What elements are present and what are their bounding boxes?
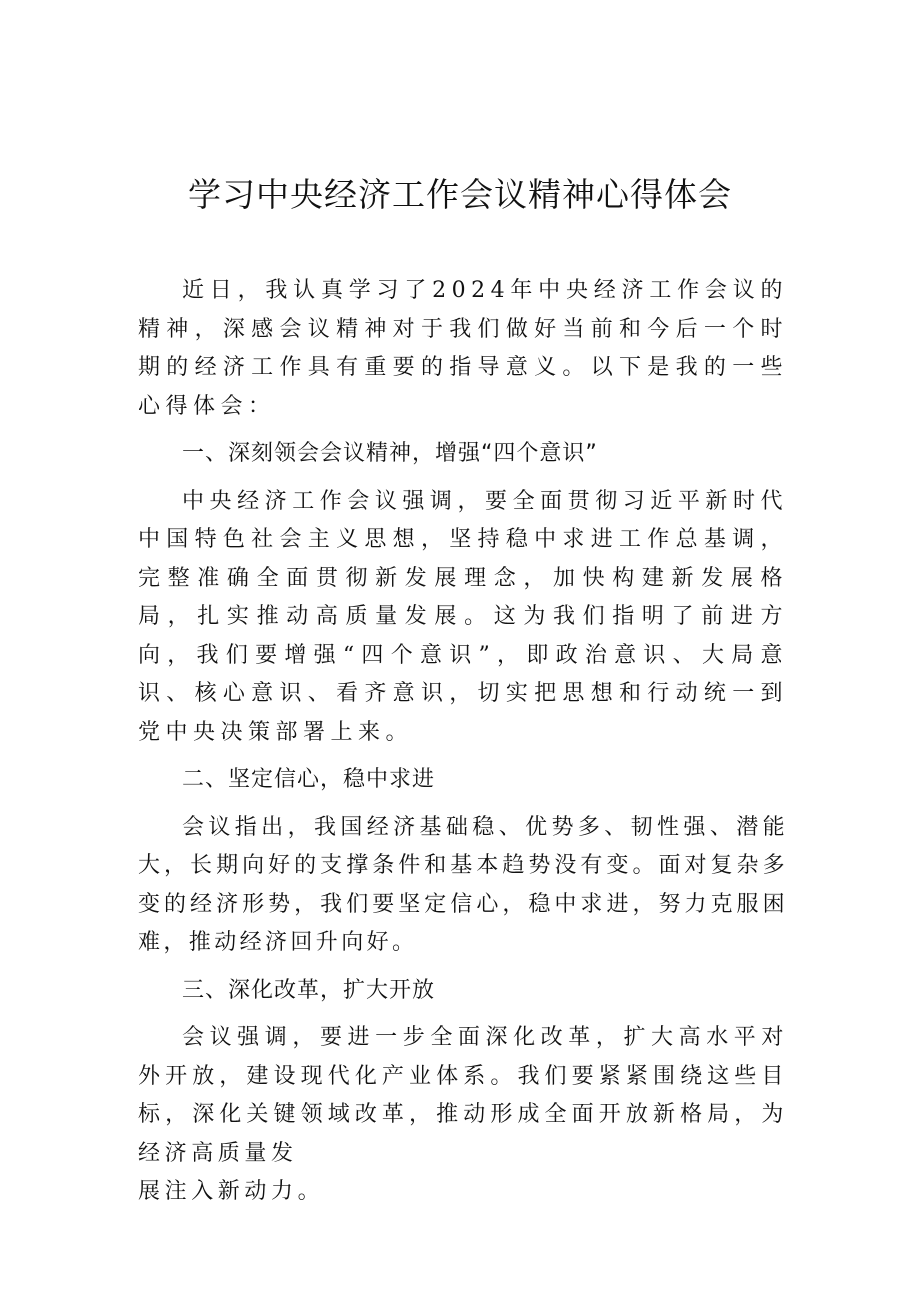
- section-3-paragraph: [138, 1019, 788, 1212]
- section-3-paragraph-tail: 展注入新动力。: [138, 1179, 325, 1204]
- section-3-heading: 三、深化改革，扩大开放: [182, 977, 436, 1003]
- document-title: 学习中央经济工作会议精神心得体会: [188, 175, 732, 214]
- section-2-heading: 二、坚定信心，稳中求进: [182, 767, 436, 792]
- section-2-paragraph: 会议指出，我国经济基础稳、优势多、韧性强、潜能大，长期向好的支撑条件和基本趋势没有变。面对复杂多变的经济形势，我们要坚定信心，稳中求进，努力克服困难，推动经济回升向好。: [138, 814, 788, 955]
- section-3-paragraph-main: 会议强调，要进一步全面深化改革，扩大高水平对外开放，建设现代化产业体系。我们要紧紧围绕这些目标，深化关键领域改革，推动形成全面开放新格局，为经济高质量发: [138, 1025, 788, 1166]
- intro-paragraph: 近日，我认真学习了2024年中央经济工作会议的精神，深感会议精神对于我们做好当前和今后一个时期的经济工作具有重要的指导意义。以下是我的一些心得体会：: [138, 278, 788, 419]
- document-body: [138, 272, 788, 1212]
- section-1-heading: 一、深刻领会会议精神，增强“四个意识”: [182, 441, 598, 466]
- section-1-paragraph: 中央经济工作会议强调，要全面贯彻习近平新时代中国特色社会主义思想，坚持稳中求进工作总基调，完整准确全面贯彻新发展理念，加快构建新发展格局，扎实推动高质量发展。这为我们指明了前进方向，我们要增强“四个意识”，即政治意识、大局意识、核心意识、看齐意识，切实把思想和行动统一到党中央决策部署上来。: [138, 488, 788, 745]
